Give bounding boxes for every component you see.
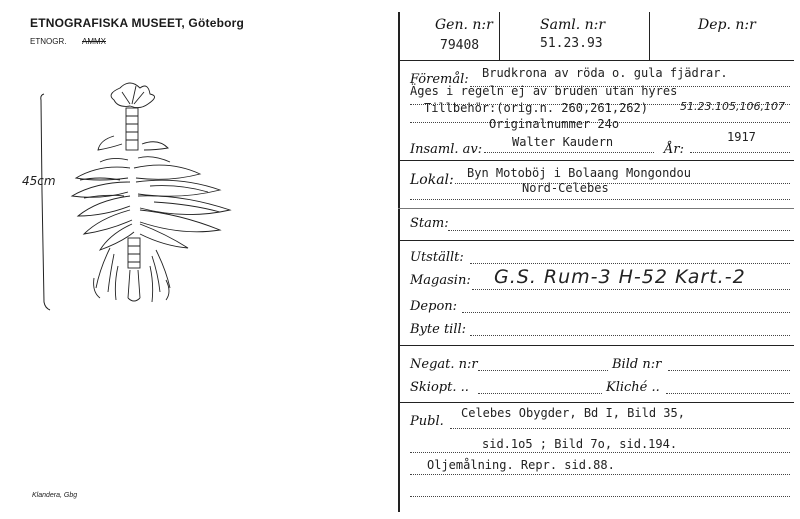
card-left-border xyxy=(398,12,400,512)
utstallt-dotted-line xyxy=(470,263,790,264)
etnogr-value: AMMX xyxy=(82,37,106,46)
tillbehor: Tillbehör:(orig.n. 260,261,262) xyxy=(424,101,648,115)
lokal-dotted-line xyxy=(455,183,790,184)
magasin-label: Magasin: xyxy=(410,273,471,288)
depon-dotted-line xyxy=(462,312,790,313)
lokal-label: Lokal: xyxy=(410,172,454,188)
insaml-value: Walter Kaudern xyxy=(512,135,614,149)
depon-label: Depon: xyxy=(410,299,458,314)
ar-label: År: xyxy=(664,142,684,157)
museum-title: ETNOGRAFISKA MUSEET, Göteborg xyxy=(30,16,245,30)
negat-dotted-line xyxy=(478,370,608,371)
rule-after-skiopt xyxy=(398,402,794,403)
publ-line2: sid.1o5 ; Bild 7o, sid.194. xyxy=(482,437,678,451)
lokal-line1: Byn Motoböj i Bolaang Mongondou xyxy=(467,166,691,180)
insaml-label: Insaml. av: xyxy=(410,142,483,157)
col-divider-2 xyxy=(649,12,650,60)
lokal-dotted-line-2 xyxy=(410,199,790,200)
foremal-label: Föremål: xyxy=(410,72,469,87)
stam-label: Stam: xyxy=(410,216,449,231)
tillbehor-handwritten: 51.23.105,106,107 xyxy=(680,100,785,113)
bridal-crown-drawing xyxy=(70,78,245,318)
rule-after-lokal xyxy=(398,208,794,209)
byte-label: Byte till: xyxy=(410,322,467,337)
kliche-dotted-line xyxy=(666,393,790,394)
printer-mark: Klandera, Gbg xyxy=(32,492,78,499)
foremal-line1: Brudkrona av röda o. gula fjädrar. xyxy=(482,66,728,80)
publ-dotted-line-1 xyxy=(450,428,790,429)
insaml-dotted-line xyxy=(484,152,654,153)
original-number: Originalnummer 24o xyxy=(489,117,620,131)
skiopt-label: Skiopt. .. xyxy=(410,380,469,395)
publ-dotted-line-3 xyxy=(410,474,790,475)
rule-after-insaml xyxy=(398,160,794,161)
byte-dotted-line xyxy=(470,335,790,336)
saml-label: Saml. n:r xyxy=(540,17,606,33)
col-divider-1 xyxy=(499,12,500,60)
publ-line1: Celebes Obygder, Bd I, Bild 35, xyxy=(461,406,685,420)
publ-line3: Oljemålning. Repr. sid.88. xyxy=(427,458,615,472)
kliche-label: Kliché .. xyxy=(606,380,660,395)
lokal-line2: Nord-Celebes xyxy=(522,181,609,195)
utstallt-label: Utställt: xyxy=(410,250,464,265)
height-bracket xyxy=(36,92,56,314)
negat-label: Negat. n:r xyxy=(410,357,478,372)
header-rule xyxy=(398,60,794,61)
ar-dotted-line xyxy=(690,152,790,153)
stam-dotted-line xyxy=(448,230,790,231)
ar-value: 1917 xyxy=(727,130,756,144)
gen-label: Gen. n:r xyxy=(435,17,493,33)
gen-value: 79408 xyxy=(440,38,480,53)
publ-dotted-line-4 xyxy=(410,496,790,497)
dep-label: Dep. n:r xyxy=(698,17,756,33)
publ-label: Publ. xyxy=(410,414,444,429)
bild-label: Bild n:r xyxy=(612,357,662,372)
foremal-line2: Äges i regeln ej av bruden utan hyres xyxy=(410,84,678,98)
saml-value: 51.23.93 xyxy=(540,36,603,51)
etnogr-label: ETNOGR. xyxy=(30,37,67,46)
magasin-value: G.S. Rum-3 H-52 Kart.-2 xyxy=(494,266,746,288)
bild-dotted-line xyxy=(668,370,790,371)
rule-after-byte xyxy=(398,345,794,346)
rule-after-stam xyxy=(398,240,794,241)
skiopt-dotted-line xyxy=(478,393,602,394)
height-mark: 45cm xyxy=(22,174,56,188)
magasin-dotted-line xyxy=(472,289,790,290)
publ-dotted-line-2 xyxy=(410,452,790,453)
